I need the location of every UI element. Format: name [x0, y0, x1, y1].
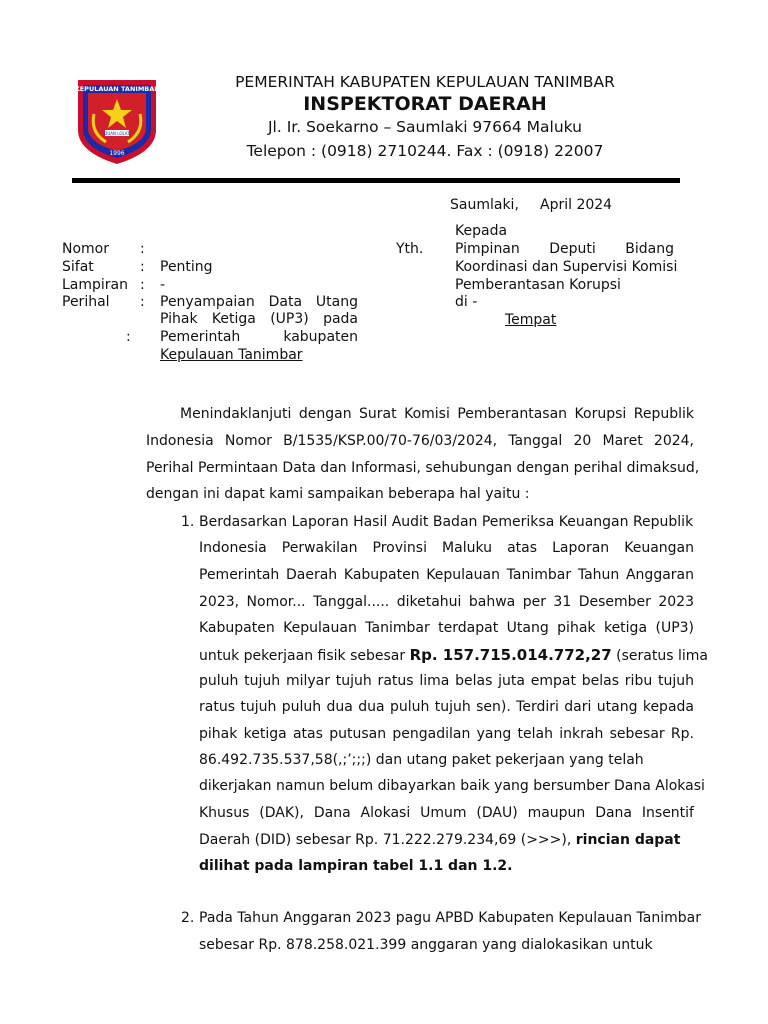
item-1-line-13-bold: rincian dapat: [575, 832, 681, 848]
perihal-line-3: Pemerintah kabupaten: [160, 329, 358, 345]
perihal-line-1: Penyampaian Data Utang: [160, 294, 358, 310]
item-1-line-13-pre: Daerah (DID) sebesar Rp. 71.222.279.234,69 (>>>),: [199, 832, 576, 848]
item-1-line-3: Pemerintah Daerah Kabupaten Kepulauan Tanimbar Tahun Anggaran: [199, 567, 694, 583]
perihal-line-2: Pihak Ketiga (UP3) pada: [160, 311, 358, 327]
header-phone: Telepon : (0918) 2710244. Fax : (0918) 22007: [246, 142, 604, 160]
item-1-amount: Rp. 157.715.014.772,27: [409, 646, 612, 664]
sifat-value: Penting: [160, 259, 213, 275]
header-agency: INSPEKTORAT DAERAH: [303, 93, 547, 115]
lampiran-value: -: [160, 277, 166, 293]
item-1-line-4: 2023, Nomor... Tanggal..... diketahui bahwa per 31 Desember 2023: [199, 594, 694, 610]
item-2-line-2: sebesar Rp. 878.258.021.399 anggaran yang dialokasikan untuk: [199, 937, 653, 953]
sifat-colon: :: [140, 259, 145, 275]
svg-text:1996: 1996: [109, 150, 125, 157]
item-2-number: 2.: [181, 910, 195, 926]
item-1-line-10: 86.492.735.537,58(,;’;;;) dan utang paket pekerjaan yang telah: [199, 752, 644, 768]
item-2-line-1: Pada Tahun Anggaran 2023 pagu APBD Kabupaten Kepulauan Tanimbar: [199, 910, 701, 926]
item-1-line-12: Khusus (DAK), Dana Alokasi Umum (DAU) maupun Dana Insentif: [199, 805, 694, 821]
addressee-kepada: Kepada: [455, 223, 508, 239]
addressee-line-2: Koordinasi dan Supervisi Komisi: [455, 259, 678, 275]
header-address: Jl. Ir. Soekarno – Saumlaki 97664 Maluku: [267, 118, 582, 136]
item-1-line-14: dilihat pada lampiran tabel 1.1 dan 1.2.: [199, 858, 513, 874]
intro-line-2: Indonesia Nomor B/1535/KSP.00/70-76/03/2024, Tanggal 20 Maret 2024,: [146, 433, 694, 449]
svg-text:KEPULAUAN TANIMBAR: KEPULAUAN TANIMBAR: [74, 85, 160, 93]
sifat-label: Sifat: [62, 259, 94, 275]
item-1-line-1: Berdasarkan Laporan Hasil Audit Badan Pemeriksa Keuangan Republik: [199, 514, 694, 530]
nomor-colon: :: [140, 241, 145, 257]
item-1-line-5: Kabupaten Kepulauan Tanimbar terdapat Utang pihak ketiga (UP3): [199, 620, 694, 636]
item-1-line-6-post: (seratus lima: [611, 648, 708, 664]
item-1-line-6-pre: untuk pekerjaan fisik sebesar: [199, 648, 410, 664]
regency-logo: [72, 74, 162, 166]
item-1-line-6: [199, 646, 708, 664]
item-1-line-8: ratus tujuh puluh dua dua puluh tujuh sen). Terdiri dari utang kepada: [199, 699, 694, 715]
perihal-line-4: Kepulauan Tanimbar: [160, 347, 303, 363]
item-1-number: 1.: [181, 514, 195, 530]
item-1-line-7: puluh tujuh milyar tujuh ratus lima belas juta empat belas ribu tujuh: [199, 673, 694, 689]
intro-line-3: Perihal Permintaan Data dan Informasi, sehubungan dengan perihal dimaksud,: [146, 460, 700, 476]
addressee-tempat: Tempat: [505, 312, 557, 328]
perihal-colon: :: [140, 294, 145, 310]
perihal-label: Perihal: [62, 294, 110, 310]
addressee-line-3: Pemberantasan Korupsi: [455, 277, 621, 293]
nomor-label: Nomor: [62, 241, 109, 257]
date-month-year: April 2024: [540, 197, 613, 213]
item-1-line-11: dikerjakan namun belum dibayarkan baik yang bersumber Dana Alokasi: [199, 778, 705, 794]
addressee-line-1: Pimpinan Deputi Bidang: [455, 241, 674, 257]
svg-text:DUAN LOLAT: DUAN LOLAT: [104, 131, 130, 136]
perihal-extra-colon: :: [126, 329, 131, 345]
intro-line-4: dengan ini dapat kami sampaikan beberapa hal yaitu :: [146, 486, 530, 502]
date-place: Saumlaki,: [450, 197, 519, 213]
addressee-line-4: di -: [455, 294, 478, 310]
header-divider: [72, 178, 680, 183]
intro-line-1: Menindaklanjuti dengan Surat Komisi Pemberantasan Korupsi Republik: [180, 406, 694, 422]
header-government: PEMERINTAH KABUPATEN KEPULAUAN TANIMBAR: [235, 73, 615, 91]
lampiran-label: Lampiran: [62, 277, 129, 293]
item-1-line-2: Indonesia Perwakilan Provinsi Maluku atas Laporan Keuangan: [199, 540, 694, 556]
item-1-line-13: [199, 832, 680, 848]
lampiran-colon: :: [140, 277, 145, 293]
addressee-yth: Yth.: [396, 241, 424, 257]
item-1-line-9: pihak ketiga atas putusan pengadilan yang telah inkrah sebesar Rp.: [199, 726, 694, 742]
